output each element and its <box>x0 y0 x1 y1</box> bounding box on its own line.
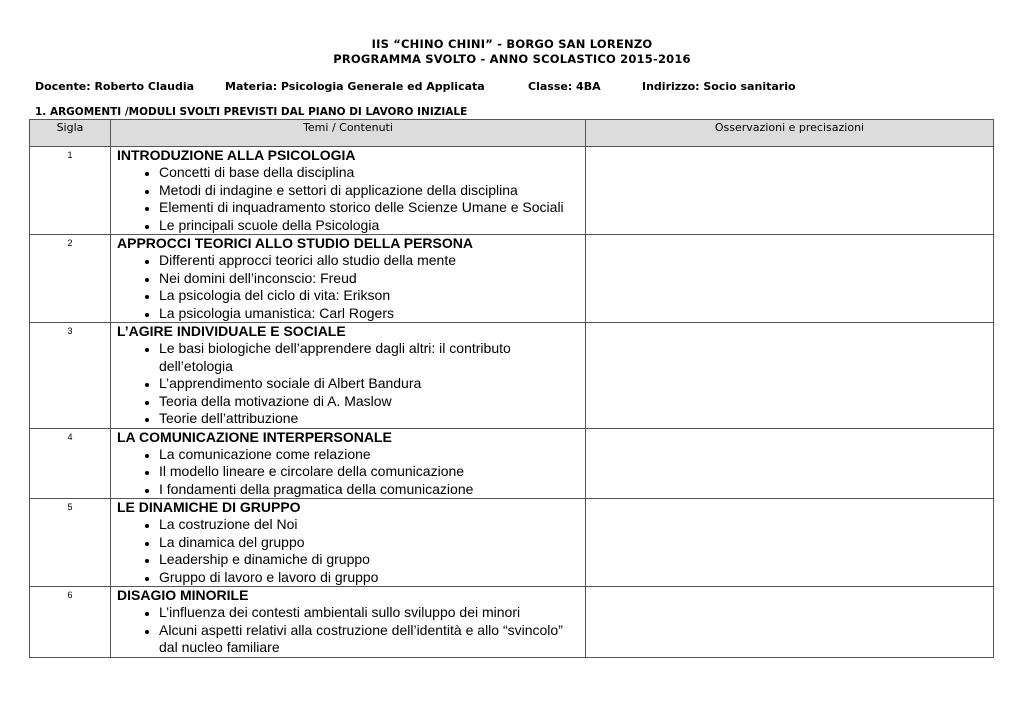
topic-title: L’AGIRE INDIVIDUALE E SOCIALE <box>117 323 346 339</box>
row-topic-cell <box>111 587 586 658</box>
list-item: • La psicologia umanistica: Carl Rogers <box>159 305 583 323</box>
topic-title: DISAGIO MINORILE <box>117 587 249 603</box>
list-item: • Gruppo di lavoro e lavoro di gruppo <box>159 569 583 587</box>
row-sigla: 1 <box>30 147 111 235</box>
table-row <box>30 323 994 429</box>
table-row <box>30 147 994 235</box>
row-topic-cell <box>111 147 586 235</box>
list-item: • La psicologia del ciclo di vita: Erikson <box>159 287 583 305</box>
section-title: 1. ARGOMENTI /MODULI SVOLTI PREVISTI DAL PIANO DI LAVORO INIZIALE <box>35 106 468 118</box>
table-row <box>30 587 994 658</box>
program-title: PROGRAMMA SVOLTO - ANNO SCOLASTICO 2015-2016 <box>333 52 691 66</box>
topic-list <box>117 340 583 428</box>
row-observations-cell <box>586 499 994 587</box>
list-item: • Le principali scuole della Psicologia <box>159 217 583 235</box>
topic-list <box>117 446 583 499</box>
list-item: • Il modello lineare e circolare della comunicazione <box>159 463 583 481</box>
row-observations-cell <box>586 428 994 499</box>
row-sigla: 3 <box>30 323 111 429</box>
row-sigla: 5 <box>30 499 111 587</box>
topic-list <box>117 516 583 586</box>
row-observations-cell <box>586 235 994 323</box>
row-observations-cell <box>586 323 994 429</box>
list-item: • Metodi di indagine e settori di applicazione della disciplina <box>159 182 583 200</box>
list-item: • Concetti di base della disciplina <box>159 164 583 182</box>
list-item: • La costruzione del Noi <box>159 516 583 534</box>
column-header-temi: Temi / Contenuti <box>111 120 586 147</box>
list-item: • Differenti approcci teorici allo studio della mente <box>159 252 583 270</box>
list-item: • I fondamenti della pragmatica della comunicazione <box>159 481 583 499</box>
subject-label: Materia: Psicologia Generale ed Applicata <box>225 80 485 93</box>
list-item: • La dinamica del gruppo <box>159 534 583 552</box>
topic-title: LA COMUNICAZIONE INTERPERSONALE <box>117 428 392 445</box>
list-item: • Teorie dell’attribuzione <box>159 410 583 428</box>
course-label: Indirizzo: Socio sanitario <box>642 80 796 93</box>
program-table <box>29 119 994 658</box>
list-item: • L’apprendimento sociale di Albert Bandura <box>159 375 583 393</box>
table-row <box>30 499 994 587</box>
row-topic-cell <box>111 323 586 429</box>
table-row <box>30 235 994 323</box>
list-item: • La comunicazione come relazione <box>159 446 583 464</box>
topic-title: LE DINAMICHE DI GRUPPO <box>117 499 301 515</box>
list-item: • L’influenza dei contesti ambientali sullo sviluppo dei minori <box>159 604 583 622</box>
class-label: Classe: 4BA <box>528 80 601 93</box>
row-sigla: 4 <box>30 428 111 499</box>
school-title: IIS “CHINO CHINI” - BORGO SAN LORENZO <box>371 37 653 51</box>
row-sigla: 2 <box>30 235 111 323</box>
row-topic-cell <box>111 428 586 499</box>
row-observations-cell <box>586 147 994 235</box>
list-item: • Teoria della motivazione di A. Maslow <box>159 393 583 411</box>
topic-title: APPROCCI TEORICI ALLO STUDIO DELLA PERSONA <box>117 235 473 251</box>
row-topic-cell <box>111 235 586 323</box>
list-item: • Le basi biologiche dell’apprendere dagli altri: il contributo dell’etologia <box>159 340 583 375</box>
teacher-label: Docente: Roberto Claudia <box>35 80 195 93</box>
row-sigla: 6 <box>30 587 111 658</box>
row-topic-cell <box>111 499 586 587</box>
table-body <box>30 147 994 658</box>
column-header-osservazioni: Osservazioni e precisazioni <box>586 120 994 147</box>
topic-list <box>117 252 583 322</box>
list-item: • Elementi di inquadramento storico delle Scienze Umane e Sociali <box>159 199 583 217</box>
topic-title: INTRODUZIONE ALLA PSICOLOGIA <box>117 147 356 163</box>
row-observations-cell <box>586 587 994 658</box>
topic-list <box>117 164 583 234</box>
table-row <box>30 428 994 499</box>
column-header-sigla: Sigla <box>30 120 111 147</box>
topic-list <box>117 604 583 657</box>
table-header-row <box>30 120 994 147</box>
list-item: • Leadership e dinamiche di gruppo <box>159 551 583 569</box>
list-item: • Alcuni aspetti relativi alla costruzione dell’identità e allo “svincolo” dal nucleo familiare <box>159 622 583 657</box>
list-item: • Nei domini dell’inconscio: Freud <box>159 270 583 288</box>
